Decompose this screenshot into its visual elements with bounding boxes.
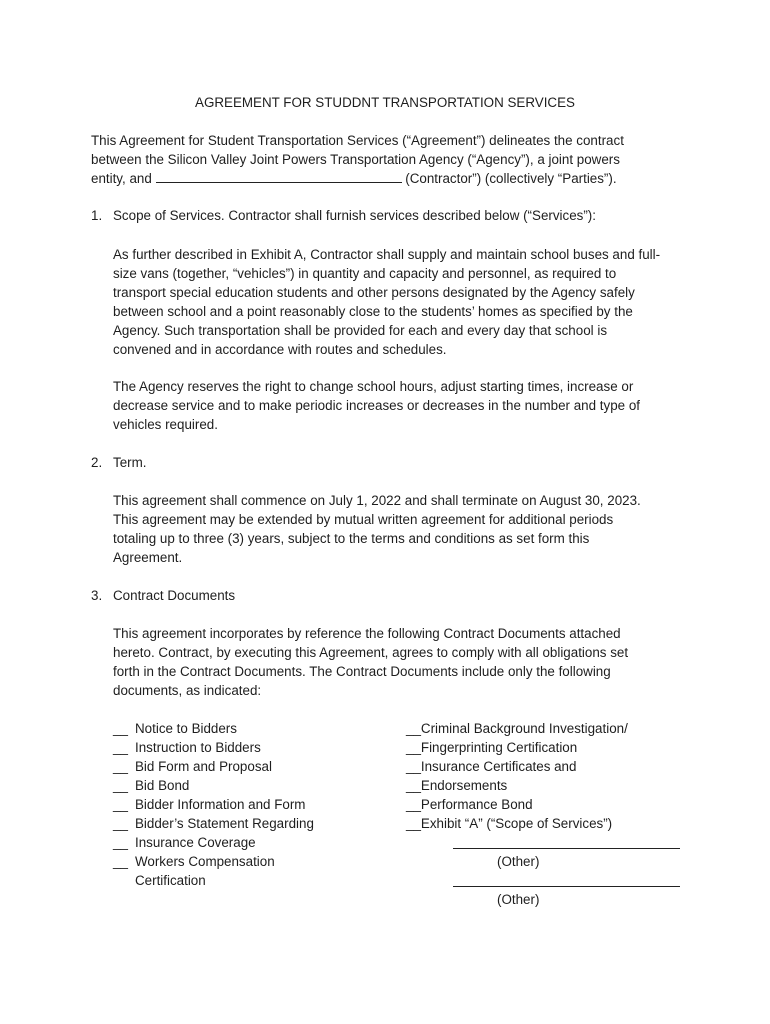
- checklist-label: Bid Bond: [135, 778, 190, 793]
- checklist-item[interactable]: [113, 776, 373, 795]
- checkbox-blank[interactable]: __: [113, 797, 128, 812]
- checkbox-blank[interactable]: __: [113, 854, 128, 869]
- checklist-left: [113, 719, 373, 890]
- checklist-item[interactable]: [113, 738, 373, 757]
- other-label: (Other): [497, 854, 540, 869]
- paragraph-line: forth in the Contract Documents. The Contract Documents include only the following: [113, 664, 611, 679]
- section-paragraph: [113, 624, 703, 700]
- paragraph-line: Agency. Such transportation shall be provided for each and every day that school is: [113, 323, 608, 338]
- checklist-label: Workers Compensation: [135, 854, 275, 869]
- checklist-label: Notice to Bidders: [135, 721, 237, 736]
- section-paragraph: [113, 377, 703, 434]
- section-number: 2.: [91, 455, 103, 470]
- checkbox-blank[interactable]: __: [113, 740, 128, 755]
- paragraph-line: documents, as indicated:: [113, 683, 262, 698]
- checklist-item-continuation: [113, 871, 373, 890]
- other-blank-line[interactable]: [453, 886, 680, 887]
- section-number: 3.: [91, 588, 103, 603]
- checklist-right: [406, 719, 686, 833]
- paragraph-line: transport special education students and other persons designated by the Agency safely: [113, 285, 635, 300]
- checkbox-blank[interactable]: __: [113, 721, 128, 736]
- paragraph-line: This agreement may be extended by mutual written agreement for additional periods: [113, 512, 614, 527]
- checklist-item[interactable]: __Insurance Certificates and: [406, 759, 577, 774]
- checkbox-blank[interactable]: __: [113, 816, 128, 831]
- page-title: AGREEMENT FOR STUDDNT TRANSPORTATION SERVICES: [195, 95, 575, 110]
- checkbox-blank[interactable]: __: [113, 759, 128, 774]
- section-paragraph: [113, 491, 703, 567]
- intro-paragraph: [91, 131, 691, 188]
- checklist-label: Certification: [135, 873, 206, 888]
- checklist-item[interactable]: [113, 814, 373, 833]
- checklist-item[interactable]: __Criminal Background Investigation/: [406, 721, 628, 736]
- paragraph-line: This agreement shall commence on July 1, 2022 and shall terminate on August 30, 2023.: [113, 493, 641, 508]
- paragraph-line: This agreement incorporates by reference the following Contract Documents attached: [113, 626, 621, 641]
- checkbox-blank[interactable]: __: [113, 835, 128, 850]
- checklist-item[interactable]: [113, 757, 373, 776]
- paragraph-line: decrease service and to make periodic increases or decreases in the number and type of: [113, 398, 640, 413]
- checklist-label: Instruction to Bidders: [135, 740, 261, 755]
- checklist-label: Insurance Coverage: [135, 835, 256, 850]
- checklist-label: Bidder Information and Form: [135, 797, 306, 812]
- intro-text: (Contractor”) (collectively “Parties”).: [405, 171, 617, 186]
- paragraph-line: size vans (together, “vehicles”) in quantity and capacity and personnel, as required to: [113, 266, 617, 281]
- checklist-item[interactable]: [113, 795, 373, 814]
- contractor-blank-line: [156, 169, 402, 183]
- checklist-label: Bid Form and Proposal: [135, 759, 272, 774]
- checklist-item[interactable]: __Fingerprinting Certification: [406, 740, 578, 755]
- section-title: Contract Documents: [113, 588, 236, 603]
- checklist-item[interactable]: [113, 852, 373, 871]
- paragraph-line: Agreement.: [113, 550, 183, 565]
- other-label: (Other): [497, 892, 540, 907]
- intro-line: between the Silicon Valley Joint Powers Transportation Agency (“Agency”), a joint powers: [91, 152, 620, 167]
- section-number: 1.: [91, 208, 103, 223]
- paragraph-line: hereto. Contract, by executing this Agreement, agrees to comply with all obligations set: [113, 645, 629, 660]
- checklist-label: Bidder’s Statement Regarding: [135, 816, 314, 831]
- intro-line: [91, 169, 691, 188]
- paragraph-line: vehicles required.: [113, 417, 218, 432]
- paragraph-line: convened and in accordance with routes and schedules.: [113, 342, 447, 357]
- checklist-item[interactable]: __Endorsements: [406, 778, 508, 793]
- intro-line: This Agreement for Student Transportation Services (“Agreement”) delineates the contract: [91, 133, 624, 148]
- intro-text: entity, and: [91, 171, 152, 186]
- section-paragraph: [113, 245, 703, 359]
- paragraph-line: The Agency reserves the right to change school hours, adjust starting times, increase or: [113, 379, 634, 394]
- checklist-item[interactable]: [113, 833, 373, 852]
- checkbox-blank[interactable]: __: [113, 778, 128, 793]
- checklist-item[interactable]: __Performance Bond: [406, 797, 533, 812]
- paragraph-line: As further described in Exhibit A, Contractor shall supply and maintain school buses and full-: [113, 247, 661, 262]
- other-blank-line[interactable]: [453, 848, 680, 849]
- paragraph-line: between school and a point reasonably close to the students’ homes as specified by the: [113, 304, 633, 319]
- section-title: Scope of Services. Contractor shall furnish services described below (“Services”):: [113, 208, 596, 223]
- checklist-item[interactable]: __Exhibit “A” (“Scope of Services”): [406, 816, 613, 831]
- section-title: Term.: [113, 455, 147, 470]
- checklist-item[interactable]: [113, 719, 373, 738]
- paragraph-line: totaling up to three (3) years, subject to the terms and conditions as set form this: [113, 531, 590, 546]
